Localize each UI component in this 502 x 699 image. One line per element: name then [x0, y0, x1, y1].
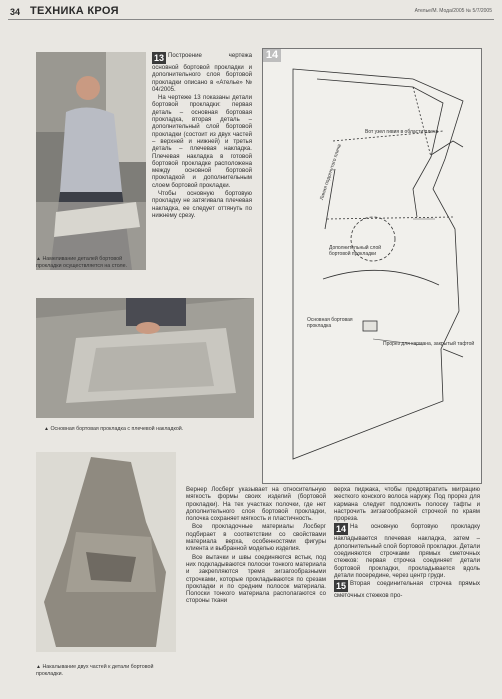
- intro-paragraph: На чертеже 13 показаны детали бортовой прокладки: первая деталь – основная бортовая прокладка, вторая деталь – дополнительный слой бортовой прокладки (состоит из двух частей – верхней и нижней) и третья деталь – плечевая накладка. Плечевая накладка в готовой бортовой прокладке расположена между основной бортовой прокладкой и дополнительным слоем бортовой прокладки.: [152, 94, 252, 189]
- intro-paragraph: Построение чертежа основной бортовой прокладки и дополнительного слоя бортовой прокладки описано в «Ателье» № 04/2005.: [152, 52, 252, 93]
- label-pocket-slit: Прорез для кармана, закрытый тафтой: [383, 341, 475, 347]
- header-rule: [8, 19, 494, 20]
- photo-bottom: [36, 452, 176, 652]
- caption-arrow-icon: ▲: [36, 256, 41, 262]
- caption-text: Основная бортовая прокладка с плечевой накладкой.: [50, 426, 184, 432]
- intro-paragraph: Чтобы основную бортовую прокладку не затягивала плечевая накладка, ее следует оттянуть по нижнему срезу.: [152, 190, 252, 219]
- caption-arrow-icon: ▲: [36, 664, 41, 670]
- caption-arrow-icon: ▲: [44, 426, 49, 432]
- badge-15: 15: [336, 581, 347, 592]
- source-line: Ателье/М. Мода/2005 № 5/7/2005: [414, 8, 492, 14]
- body-paragraph: верха пиджака, чтобы предотвратить миграцию жесткого конского волоса наружу. Под прорез для кармана следует подложить полоску тафты и настрочить зигзагообразной строчкой по краям прореза.: [334, 486, 480, 523]
- pattern-diagram: [262, 48, 482, 484]
- step-text: На основную бортовую прокладку накладывается плечевая накладка, затем – дополнительный слой бортовой прокладки. Детали соединяются строчками прямых сметочных стежков: первая строчка соединяет детали бортовой прокладки, прокладывается вдоль детали посередине, через центр груди.: [334, 523, 480, 579]
- label-main-pad: Основная бортовая прокладка: [307, 317, 353, 329]
- body-paragraph: Вернер Лосберг указывает на относительную мягкость формы своих изделий (бортовой прокладки). На тех участках полочки, где нет дополнительного слоя бортовой прокладки, полочка сохраняет мягкость и пластичность.: [186, 486, 326, 523]
- badge-14: 14: [336, 524, 347, 535]
- diagram-badge: 14: [263, 49, 281, 62]
- photo-bottom-caption: [36, 664, 181, 678]
- step-text: Вторая соединительная строчка прямых сметочных стежков про-: [334, 580, 480, 600]
- page-number: 34: [10, 7, 21, 17]
- caption-text: Накалывание двух частей к детали бортовой прокладки.: [36, 664, 154, 677]
- photo-top-caption: [36, 256, 148, 270]
- photo-middle: [36, 298, 254, 418]
- body-right-column: [334, 486, 480, 601]
- section-title: ТЕХНИКА КРОЯ: [30, 5, 119, 17]
- badge-13: 13: [154, 53, 165, 63]
- body-paragraph: Все прокладочные материалы Лосберг подбирает в соответствии со свойствами материала верха, особенностями фигуры клиента и выбранной моделью изделия.: [186, 523, 326, 553]
- body-paragraph: Все вытачки и швы соединяются встык, под них подкладываются полоски тонкого материала и закрепляются тремя зигзагообразными строчками, которые прокладываются по срезам прокладки и по средним полосок материала. Полоски тонкого материала располагаются со стороны ткани: [186, 553, 326, 605]
- label-shoulder-line: Линия подогнутого плеча: [319, 143, 343, 201]
- photo-top: [36, 52, 146, 270]
- photo-middle-caption: [44, 426, 254, 433]
- pattern-drawing: [263, 49, 481, 483]
- intro-text: [152, 52, 252, 220]
- label-cut: Вот узел гивия в области плеча: [365, 129, 439, 135]
- caption-text: Намеливание деталей бортовой прокладки осуществляется на столе.: [36, 256, 128, 269]
- label-extra-layer: Дополнительный слой бортовой прокладки: [329, 245, 382, 257]
- body-left-column: [186, 486, 326, 606]
